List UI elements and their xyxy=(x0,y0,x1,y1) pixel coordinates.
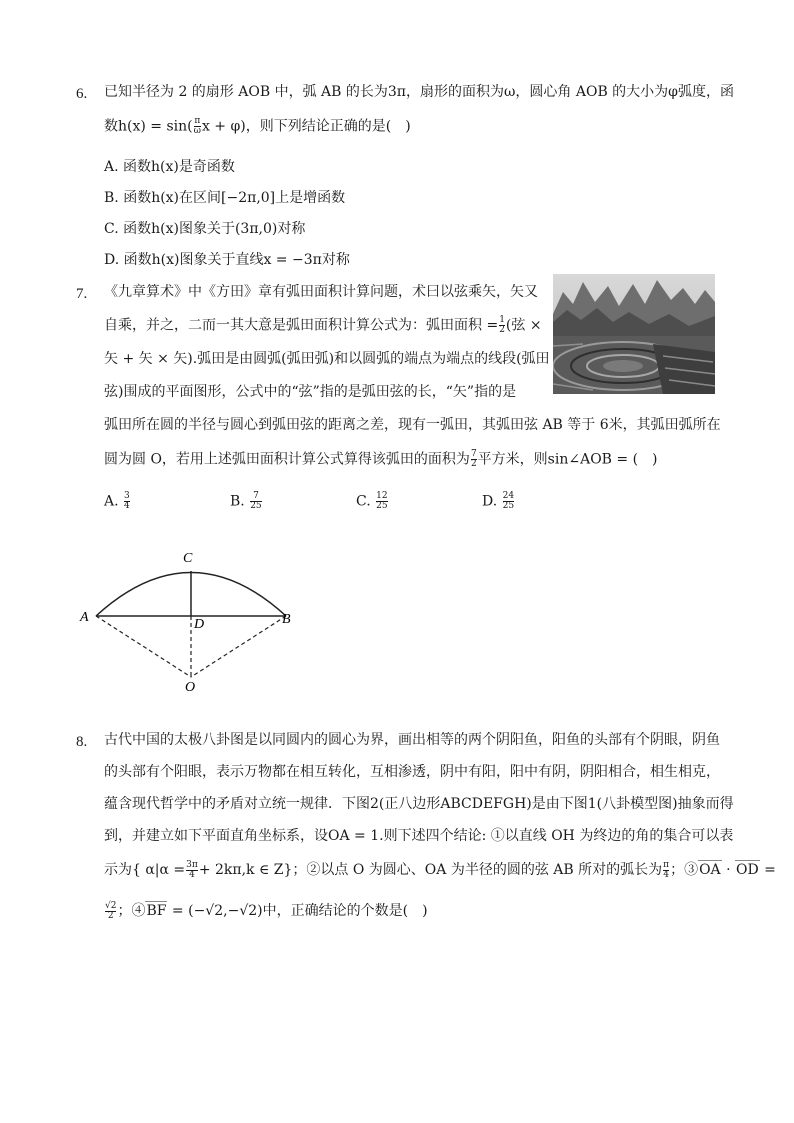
q7-fraction-half xyxy=(499,316,505,335)
q7-option-a-num: 3 xyxy=(124,491,130,501)
q7-option-c[interactable] xyxy=(356,492,389,511)
q7-option-a-label: A. xyxy=(104,493,119,510)
q8-vector-bf: BF xyxy=(146,903,167,919)
q7-option-b-label: B. xyxy=(230,493,245,510)
q7-option-b-num: 7 xyxy=(253,491,259,501)
q7-frac-den: 2 xyxy=(499,325,505,335)
q7-option-a-frac xyxy=(124,492,130,511)
q7-frac-num: 1 xyxy=(499,315,505,325)
question-7-line-6 xyxy=(104,450,658,469)
radius-oa xyxy=(96,616,191,677)
q6-frac-num: π xyxy=(194,116,201,126)
question-6-number: 6. xyxy=(76,86,88,102)
q7-area-den: 2 xyxy=(470,459,477,469)
q8-dot: · xyxy=(721,862,736,878)
label-b: B xyxy=(282,612,291,627)
q7-line2-suffix: (弦 × xyxy=(505,317,542,334)
q7-option-d[interactable] xyxy=(482,492,515,511)
q8-line5-mid: + 2kπ,k ∈ Z}；②以点 O 为圆心、OA 为半径的圆的弦 AB 所对的弧长为 xyxy=(198,862,663,878)
q8-vector-od: OD xyxy=(736,862,759,878)
q8-frac3-num: √2 xyxy=(105,900,117,911)
q8-frac1-num: 3π xyxy=(186,859,198,870)
question-7-line-3: 矢 + 矢 × 矢).弧田是由圆弧(弧田弧)和以圆弧的端点为端点的线段(弧田 xyxy=(104,351,550,367)
q6-func-suffix: x + φ)，则下列结论正确的是( ) xyxy=(201,118,411,135)
label-a: A xyxy=(80,610,89,625)
question-7-line-5: 弧田所在圆的半径与圆心到弧田弦的距离之差，现有一弧田，其弧田弦 AB 等于 6米，其弧田弧所在 xyxy=(104,417,721,433)
question-8-number: 8. xyxy=(76,734,88,750)
q7-option-d-label: D. xyxy=(482,493,498,510)
terraced-field-photo xyxy=(553,274,715,394)
label-o: O xyxy=(185,680,196,695)
q6-frac-den: ω xyxy=(193,126,201,136)
q7-option-a[interactable] xyxy=(104,492,131,511)
q7-line6-suffix: 平方米，则sin∠AOB = ( ) xyxy=(477,451,658,468)
q7-line2-prefix: 自乘，并之，二而一其大意是弧田面积计算公式为：弧田面积 = xyxy=(104,317,499,334)
question-8-line-6 xyxy=(104,901,428,921)
q6-option-d[interactable]: D. 函数h(x)图象关于直线x = −3π对称 xyxy=(104,252,350,268)
q7-option-d-den: 25 xyxy=(502,501,515,511)
q7-option-b-frac xyxy=(250,492,261,511)
q6-option-a[interactable]: A. 函数h(x)是奇函数 xyxy=(104,159,235,175)
arc-field-diagram xyxy=(70,545,310,699)
q8-frac2-num: π xyxy=(663,859,670,870)
q7-option-a-den: 4 xyxy=(124,501,130,511)
question-7-line-4: 弦)围成的平面图形，公式中的“弦”指的是弧田弦的长，“矢”指的是 xyxy=(104,384,517,400)
q8-frac2-den: 4 xyxy=(663,869,669,880)
question-8-line-4: 到，并建立如下平面直角坐标系，设OA = 1.则下述四个结论: ①以直线 OH 为终边的角的集合可以表 xyxy=(104,828,734,844)
q7-area-num: 7 xyxy=(470,449,477,459)
q7-option-c-den: 25 xyxy=(376,501,388,511)
q6-option-b[interactable]: B. 函数h(x)在区间[−2π,0]上是增函数 xyxy=(104,190,346,206)
q8-frac-sqrt2-2 xyxy=(105,902,116,921)
question-8-line-3: 蕴含现代哲学中的矛盾对立统一规律．下图2(正八边形ABCDEFGH)是由下图1(八卦模型图)抽象而得 xyxy=(104,796,734,812)
q8-set-prefix: 示为{ α|α = xyxy=(104,862,186,878)
question-8-line-1: 古代中国的太极八卦图是以同圆内的圆心为界，画出相等的两个阴阳鱼，阳鱼的头部有个阴眼，阴鱼 xyxy=(104,732,720,748)
question-7-number: 7. xyxy=(76,286,88,302)
q8-line6-sep: ；④ xyxy=(117,903,146,919)
q7-option-d-num: 24 xyxy=(502,491,515,501)
question-6-line-1: 已知半径为 2 的扇形 AOB 中，弧 AB 的长为3π，扇形的面积为ω，圆心角 AOB 的大小为φ弧度，函 xyxy=(104,84,734,100)
q8-vector-oa: OA xyxy=(699,862,721,878)
q6-func-prefix: 数h(x) = sin( xyxy=(104,118,193,135)
q8-frac3-den: 2 xyxy=(105,911,116,921)
q7-option-b[interactable] xyxy=(230,492,263,511)
question-8-line-5 xyxy=(104,860,776,880)
q8-line5-eq: = xyxy=(759,862,776,878)
q8-line5-sep: ；③ xyxy=(670,862,699,878)
q7-fraction-area xyxy=(471,450,477,469)
question-6-line-2 xyxy=(104,117,411,136)
q6-option-c[interactable]: C. 函数h(x)图象关于(3π,0)对称 xyxy=(104,221,306,237)
q8-frac1-den: 4 xyxy=(186,870,198,880)
label-c: C xyxy=(183,551,193,566)
question-7-line-2 xyxy=(104,316,542,335)
q7-option-c-frac xyxy=(376,492,387,511)
q8-frac-3pi-4 xyxy=(186,861,198,880)
q7-line6-prefix: 圆为圆 O，若用上述弧田面积计算公式算得该弧田的面积为 xyxy=(104,451,470,468)
radius-ob xyxy=(191,616,286,677)
question-7-line-1: 《九章算术》中《方田》章有弧田面积计算问题，术曰以弦乘矢，矢又 xyxy=(104,284,538,300)
q8-line6-suffix: = (−√2,−√2)中，正确结论的个数是( ) xyxy=(167,903,428,919)
q7-option-c-label: C. xyxy=(356,493,371,510)
q7-option-d-frac xyxy=(503,492,514,511)
q7-option-c-num: 12 xyxy=(376,491,388,501)
label-d: D xyxy=(194,617,205,632)
question-8-line-2: 的头部有个阳眼，表示万物都在相互转化，互相渗透，阴中有阳，阳中有阴，阴阳相合，相生相克， xyxy=(104,764,720,780)
q6-fraction xyxy=(194,117,201,136)
q7-option-b-den: 25 xyxy=(250,501,262,511)
q8-frac-pi-4 xyxy=(663,861,669,880)
